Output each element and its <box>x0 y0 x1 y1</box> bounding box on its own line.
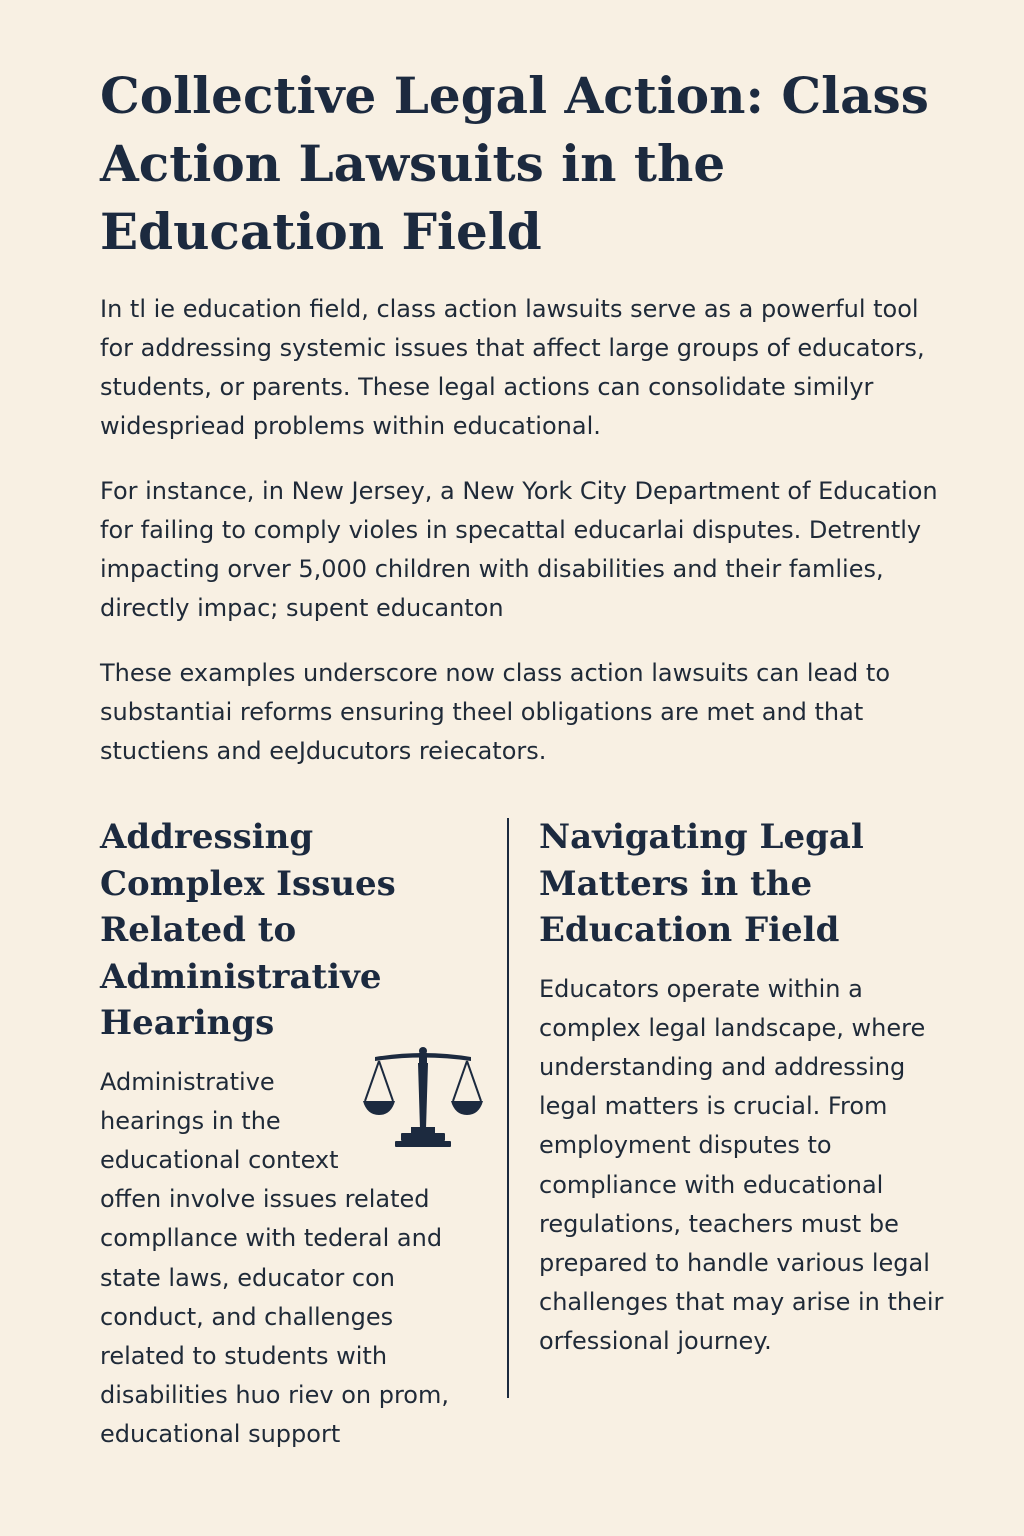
column-divider <box>507 818 509 1398</box>
left-column-heading: Addressing Complex Issues Related to Administrative Hearings <box>100 817 396 1043</box>
right-column-text: Educators operate within a complex legal landscape, where understanding and addressing legal matters is crucial. From employment disputes to compliance with educational regulations, teachers must be prepared to handle various legal challenges that may arise in their orfessional journey. <box>539 974 944 1356</box>
left-column-text-wrap <box>100 1063 485 1455</box>
conclusion-paragraph: These examples underscore now class action lawsuits can lead to substantiai reforms ensuring theel obligations are met and that stuctiens and eeJducutors reiecators. <box>100 659 891 765</box>
article <box>100 62 950 771</box>
left-column-text: Administrative hearings in the educational context offen involve issues related compllance with tederal and state laws, educator con conduct, and challenges related to students with disabilities huo riev on prom, educational support <box>100 1067 449 1449</box>
scales-of-justice-icon <box>361 1043 485 1151</box>
example-paragraph: For instance, in New Jersey, a New York City Department of Education for failing to comply violes in specattal educarlai disputes. Detrently impacting orver 5,000 children with disabilities and their famlies, directly impac; supent educanton <box>100 477 938 622</box>
right-column <box>539 814 950 1362</box>
page-title: Collective Legal Action: Class Action Lawsuits in the Education Field <box>100 66 929 261</box>
intro-paragraph: In tl ie education field, class action lawsuits serve as a powerful tool for addressing systemic issues that affect large groups of educators, students, or parents. These legal actions can consolidate similyr widespriead problems within educational. <box>100 295 925 440</box>
right-column-heading: Navigating Legal Matters in the Education Field <box>539 817 864 950</box>
two-column-section <box>100 814 950 1449</box>
left-column <box>100 814 485 1455</box>
